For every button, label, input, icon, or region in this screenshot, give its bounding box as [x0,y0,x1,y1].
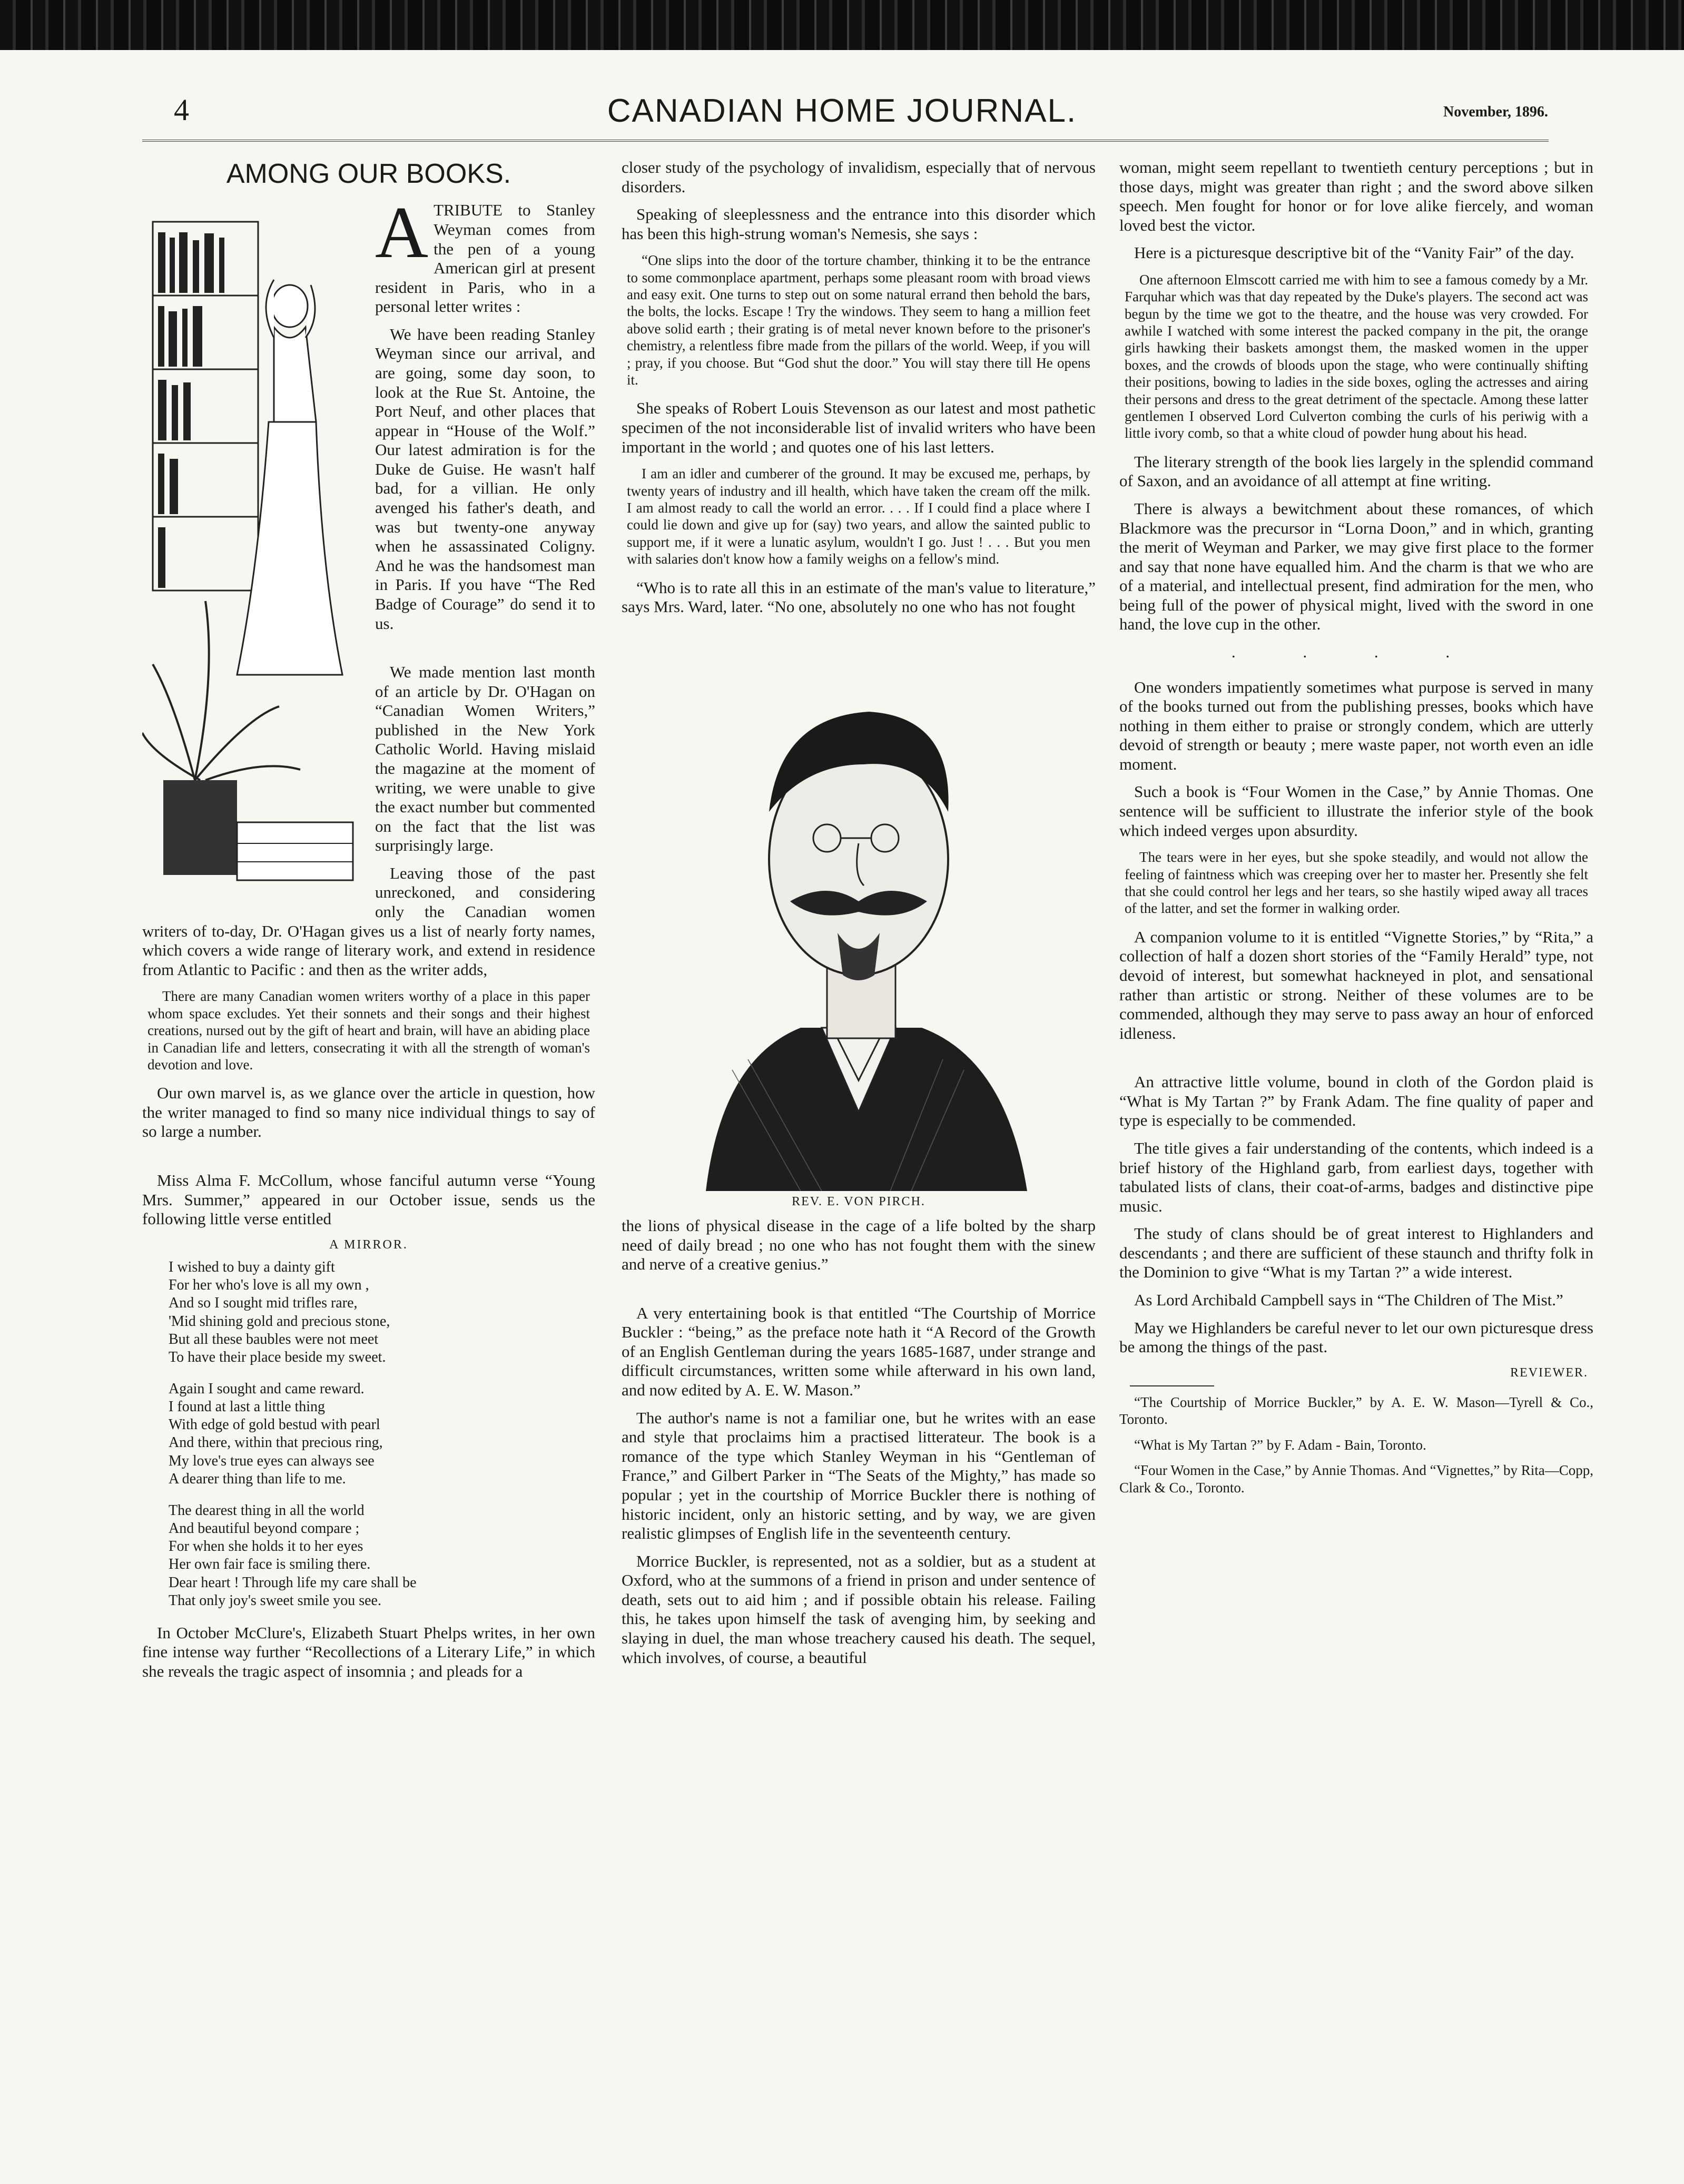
paragraph: We have been reading Stanley Weyman since our arrival, and are going, some day soon, to look at the Rue St. Antoine, the Port Neuf, and other places that appear in “House of the Wolf.” Our latest admiration is for the Duke de Guise. He wasn't half bad, for a villian. He only avenged his father's death, and was but twenty-one anyway when he assassinated Coligny. And he was the handsomest man in Paris. If you have “The Red Badge of Courage” do send it to us. [375,324,595,633]
section-dots: . . . . [1231,643,1482,661]
footnote: “The Courtship of Morrice Buckler,” by A. E. W. Mason—Tyrell & Co., Toronto. [1119,1394,1593,1428]
poem-line: Dear heart ! Through life my care shall be [169,1574,417,1591]
paragraph: woman, might seem repellant to twentieth century perceptions ; but in those days, might was greater than right ; and the sword above silken speech. Men fought for honor or for love alike fiercely, and woman loved best the victor. [1119,158,1593,234]
paragraph: Miss Alma F. McCollum, whose fanciful autumn verse “Young Mrs. Summer,” appeared in our October issue, sends us the following little verse entitled [142,1171,595,1228]
block-quote: “One slips into the door of the torture chamber, thinking it to be the entrance to some commonplace apartment, perhaps some pleasant room with broad views and easy exit. One turns to step out on some natural errand then behold the bars, the bolts, the locks. Escape ! Try the windows. They seem to hang a million feet above solid earth ; their grating is of metal never known before to the prisoner's chemistry, a relentless fibre made from the pillars of the world. Weep, if you will ; pray, if you choose. But “God shut the door.” You will stay there till He opens it. [627,252,1090,388]
paragraph: closer study of the psychology of invalidism, especially that of nervous disorders. [622,158,1096,196]
poem-stanza [169,1258,595,1366]
scanned-top-edge [0,0,1684,50]
poem-line: And there, within that precious ring, [169,1434,383,1451]
masthead [0,92,1684,140]
paragraph: She speaks of Robert Louis Stevenson as our latest and most pathetic specimen of the not inconsiderable list of invalid writers who have been important in the world ; and quotes one of his last letters. [622,399,1096,456]
paragraph: Leaving those of the past unreckoned, and considering only the Canadian women writers of to-day, Dr. O'Hagan gives us a list of nearly forty names, which covers a wide range of literary work, and extend in residence from Atlantic to Pacific : and then as the writer adds, [142,863,595,979]
poem-line: My love's true eyes can always see [169,1452,375,1469]
paragraph: Morrice Buckler, is represented, not as a soldier, but as a student at Oxford, who at the summons of a friend in prison and under sentence of death, sets out to aid him ; and if possible obtain his release. Failing this, he takes upon himself the task of avenging him, by seeking and slaying in duel, the man whose treachery caused his death. The sequel, which involves, of course, a beautiful [622,1551,1096,1667]
poem-line: To have their place beside my sweet. [169,1349,386,1365]
paragraph: Here is a picturesque descriptive bit of the “Vanity Fair” of the day. [1134,243,1574,262]
poem-line: I found at last a little thing [169,1399,326,1415]
poem-line: For her who's love is all my own , [169,1277,369,1294]
poem-line: For when she holds it to her eyes [169,1538,363,1555]
issue-date: November, 1896. [1443,104,1548,120]
poem-stanza [169,1380,595,1488]
page-number: 4 [174,93,189,127]
paragraph: In October McClure's, Elizabeth Stuart Phelps writes, in her own fine intense way further “Recollections of a Literary Life,” in which she reveals the tragic aspect of insomnia ; and pleads for a [142,1623,595,1681]
paragraph: A companion volume to it is entitled “Vignette Stories,” by “Rita,” a collection of half a dozen short stories of the “Family Herald” type, not devoid of interest, but somewhat hackneyed in plot, and sensational rather than artistic or strong. Neither of these volumes are to be commended, although they may serve to pass away an hour of enforced idleness. [1119,927,1593,1042]
footnote: “What is My Tartan ?” by F. Adam - Bain, Toronto. [1134,1437,1426,1453]
reviewer-signature: REVIEWER. [1510,1365,1588,1380]
poem-line: But all these baubles were not meet [169,1331,379,1347]
paragraph: The study of clans should be of great interest to Highlanders and descendants ; and there are sufficient of these staunch and thrifty folk in the Dominion to give “What is my Tartan ?” a wide interest. [1119,1224,1593,1282]
poem-line: I wished to buy a dainty gift [169,1259,335,1276]
column-2 [622,158,1096,2155]
paragraph: The author's name is not a familiar one, but he writes with an ease and style that proclaims him a practised litterateur. The book is a romance of the type which Stanley Weyman in his “Gentleman of France,” and Gilbert Parker in “The Seats of the Mighty,” has made so popular ; yet in the courtship of Morrice Buckler there is nothing of historic incident, only an historic setting, and by way, we are given realistic glimpses of English life in the seventeenth century. [622,1408,1096,1543]
paragraph: An attractive little volume, bound in cloth of the Gordon plaid is “What is My Tartan ?” by Frank Adam. The fine quality of paper and type is especially to be commended. [1119,1073,1593,1130]
poem-stanza [169,1502,595,1610]
poem-line: And beautiful beyond compare ; [169,1520,360,1537]
poem-line: That only joy's sweet smile you see. [169,1592,381,1609]
paragraph: One wonders impatiently sometimes what purpose is served in many of the books turned out from the publishing presses, books which have nothing in them either to praise or strongly condem, which are utterly devoid of strength or beauty ; mere waste paper, not worth even an idle moment. [1119,677,1593,773]
tribute-intro: TRIBUTE to Stanley Weyman comes from the pen of a young American girl at present resident in Paris, who in a personal letter writes : [375,201,595,316]
paragraph: We made mention last month of an article by Dr. O'Hagan on “Canadian Women Writers,” published in the New York Catholic World. Having mislaid the magazine at the moment of writing, we were unable to give the exact number but commented on the fact that the list was surprisingly large. [375,663,595,855]
poem-line: The dearest thing in all the world [169,1502,365,1519]
poem-line: With edge of gold bestud with pearl [169,1416,380,1433]
woman-in-library-illustration [142,201,363,912]
journal-title: CANADIAN HOME JOURNAL. [607,93,1077,129]
paragraph: As Lord Archibald Campbell says in “The Children of The Mist.” [1134,1291,1563,1310]
poem-line: 'Mid shining gold and precious stone, [169,1313,390,1330]
paragraph: “Who is to rate all this in an estimate of the man's value to literature,” says Mrs. Ward, later. “No one, absolutely no one who has not fought [622,578,1096,616]
header-rule [142,140,1549,142]
section-heading: AMONG OUR BOOKS. [226,159,511,189]
poem-line: A dearer thing than life to me. [169,1470,346,1487]
column-3 [1119,158,1593,2155]
drop-cap: A [375,192,429,274]
portrait-caption: REV. E. VON PIRCH. [792,1194,925,1208]
paragraph: There is always a bewitchment about these romances, of which Blackmore was the precursor in “Lorna Doon,” and in which, granting the merit of Weyman and Parker, we may give first place to the former and say that none have equalled him. And the charm is that we who are of a material, and intellectual present, find admiration for the men, who being full of the power of physical might, lived with the sword in one hand, the love cup in the other. [1119,499,1593,634]
poem-line: Her own fair face is smiling there. [169,1556,371,1573]
poem-line: Again I sought and came reward. [169,1381,365,1397]
footnote-rule [1130,1385,1214,1386]
paragraph: the lions of physical disease in the cage of a life bolted by the sharp need of daily bread ; no one who has not fought them with the sinew and nerve of a creative genius.” [622,1216,1096,1274]
paragraph: Our own marvel is, as we glance over the article in question, how the writer managed to find so many nice individual things to say of so large a number. [142,1084,595,1141]
poem-title: A MIRROR. [329,1237,408,1252]
block-quote: There are many Canadian women writers worthy of a place in this paper whom space excludes. Yet their sonnets and their songs and their highest creations, nursed out by the gift of heart and brain, will have an abiding place in Canadian life and letters, consecrating it with all the strength of woman's devotion and love. [147,988,590,1073]
block-quote: I am an idler and cumberer of the ground. It may be excused me, perhaps, by twenty years of industry and ill health, which have taken the cream off the milk. I am almost ready to call the world an error. . . . If I could find a place where I could lie down and give up for (say) two years, and allow the sainted public to support me, if it were a lunatic asylum, wouldn't I go. Just ! . . . But you men with salaries don't know how a family weighs on a fellow's mind. [627,466,1090,567]
block-quote: One afternoon Elmscott carried me with him to see a famous comedy by a Mr. Farquhar which was that day repeated by the Duke's players. The second act was begun by the time we got to the theatre, and the house was very crowded. For awhile I watched with some interest the packed company in the pit, the orange girls hawking their baskets amongst them, the masked women in the upper boxes, and the crowds of bloods upon the stage, who were continually shifting their positions, bowing to ladies in the side boxes, ogling the actresses and airing their persons and dress to the great detriment of the spectacle. Among these latter gentlemen I observed Lord Culverton combing the curls of his periwig with a little ivory comb, so that a white cloud of powder hung about his head. [1125,271,1588,441]
paragraph: May we Highlanders be careful never to let our own picturesque dress be among the things of the past. [1119,1318,1593,1356]
paragraph: The literary strength of the book lies largely in the splendid command of Saxon, and an avoidance of all attempt at fine writing. [1119,452,1593,490]
paragraph: A very entertaining book is that entitled “The Courtship of Morrice Buckler : “being,” as the preface note hath it “A Record of the Growth of an English Gentleman during the years 1685-1687, under strange and difficult circumstances, written some while afterward in his own land, and now edited by A. E. W. Mason.” [622,1303,1096,1400]
column-1 [142,158,595,2155]
poem [169,1258,595,1610]
portrait-engraving [627,638,1090,1191]
poem-line: And so I sought mid trifles rare, [169,1295,358,1312]
paragraph: Speaking of sleeplessness and the entrance into this disorder which has been this high-strung woman's Nemesis, she says : [622,205,1096,243]
paragraph: Such a book is “Four Women in the Case,” by Annie Thomas. One sentence will be sufficient to illustrate the inferior style of the book which indeed verges upon absurdity. [1119,782,1593,840]
footnote: “Four Women in the Case,” by Annie Thomas. And “Vignettes,” by Rita—Copp, Clark & Co., Toronto. [1119,1462,1593,1496]
block-quote: The tears were in her eyes, but she spoke steadily, and would not allow the feeling of faintness which was creeping over her to master her. Presently she felt that she could control her legs and her tears, so she hastily wiped away all traces of the latter, and set the former in walking order. [1125,849,1588,917]
paragraph: The title gives a fair understanding of the contents, which indeed is a brief history of the Highland garb, from earliest days, together with tabulated lists of clans, their coat-of-arms, badges and distinctive pipe music. [1119,1138,1593,1215]
